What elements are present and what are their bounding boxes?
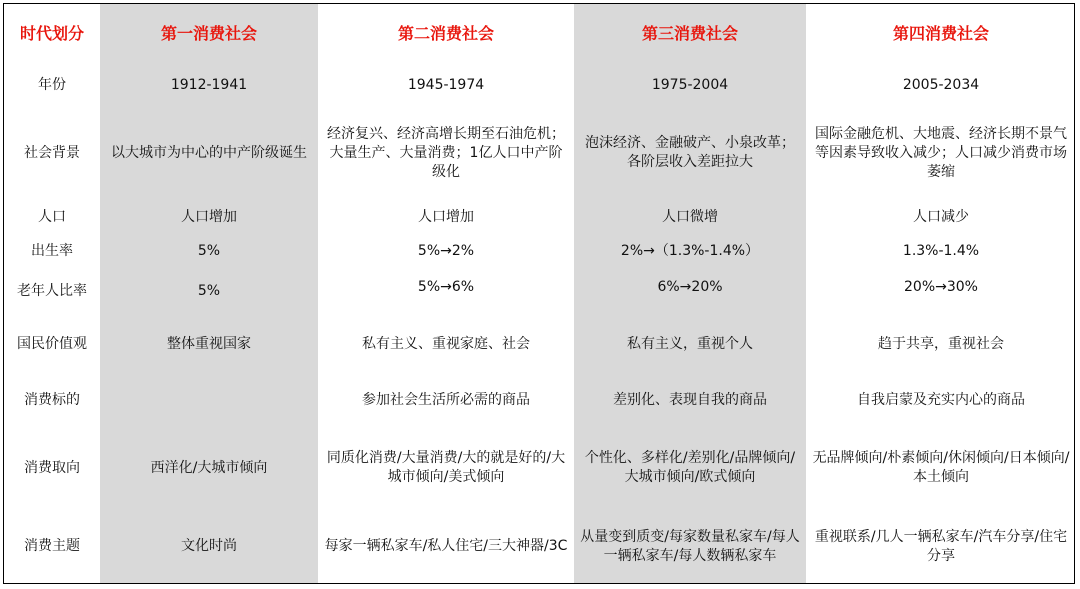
row-label: 人口	[38, 208, 66, 225]
cell: 5%→2%	[417, 242, 475, 259]
cell: 1.3%-1.4%	[902, 242, 980, 259]
header-col-4: 第四消费社会	[892, 23, 989, 43]
header-col-3: 第三消费社会	[641, 23, 738, 43]
row-label: 出生率	[31, 242, 73, 259]
cell: 无品牌倾向/朴素倾向/休闲倾向/日本倾向/本土倾向	[812, 450, 1070, 485]
cell: 个性化、多样化/差别化/品牌倾向/大城市倾向/欧式倾向	[584, 450, 796, 485]
cell: 整体重视国家	[167, 335, 251, 352]
row-national-values	[4, 316, 1076, 372]
cell: 同质化消费/大量消费/大的就是好的/大城市倾向/美式倾向	[326, 450, 566, 485]
cell: 私有主义，重视个人	[627, 335, 753, 352]
row-elderly-ratio	[4, 266, 1076, 316]
cell: 每家一辆私家车/私人住宅/三大神器/3C	[324, 538, 568, 554]
cell: 1945-1974	[407, 76, 485, 93]
cell: 经济复兴、经济高增长期至石油危机；大量生产、大量消费；1亿人口中产阶级化	[327, 125, 565, 180]
header-label: 时代划分	[19, 23, 84, 43]
cell: 20%→30%	[904, 279, 978, 295]
row-label: 年份	[38, 76, 66, 93]
cell: 差别化、表现自我的商品	[613, 391, 767, 408]
cell: 西洋化/大城市倾向	[150, 459, 268, 476]
cell: 文化时尚	[181, 538, 237, 554]
cell: 1975-2004	[651, 76, 729, 93]
cell: 泡沫经济、金融破产、小泉改革；各阶层收入差距拉大	[585, 135, 795, 170]
cell: 1912-1941	[170, 76, 248, 93]
row-population	[4, 198, 1076, 236]
row-year	[4, 62, 1076, 108]
cell: 趋于共享，重视社会	[878, 335, 1004, 352]
cell: 6%→20%	[657, 279, 723, 295]
cell: 参加社会生活所必需的商品	[362, 391, 530, 408]
cell: 2%→（1.3%-1.4%）	[620, 242, 760, 259]
row-label: 国民价值观	[17, 335, 87, 352]
cell: 人口增加	[181, 208, 237, 225]
row-social-background	[4, 108, 1076, 198]
cell: 自我启蒙及充实内心的商品	[857, 391, 1025, 408]
cell: 5%	[197, 282, 221, 299]
cell: 从量变到质变/每家数量私家车/每人一辆私家车/每人数辆私家车	[580, 528, 800, 564]
header-col-2: 第二消费社会	[397, 23, 494, 43]
row-label: 消费标的	[24, 391, 80, 408]
consumer-society-table	[4, 4, 1076, 585]
cell: 重视联系/几人一辆私家车/汽车分享/住宅分享	[814, 528, 1068, 564]
cell: 人口增加	[418, 208, 474, 225]
cell: 5%→6%	[417, 279, 475, 295]
header-col-1: 第一消费社会	[160, 23, 257, 43]
cell: 国际金融危机、大地震、经济长期不景气等因素导致收入减少；人口减少消费市场萎缩	[815, 125, 1067, 180]
cell	[100, 372, 318, 428]
row-label: 老年人比率	[17, 282, 87, 299]
row-label: 消费取向	[24, 459, 80, 476]
row-label: 消费主题	[24, 538, 80, 554]
cell: 人口减少	[913, 208, 969, 225]
row-consumption-target	[4, 372, 1076, 428]
row-consumption-orientation	[4, 428, 1076, 508]
cell: 以大城市为中心的中产阶级诞生	[111, 144, 307, 161]
comparison-table-frame	[3, 3, 1075, 584]
cell: 2005-2034	[902, 76, 980, 93]
row-consumption-theme	[4, 508, 1076, 585]
cell: 私有主义、重视家庭、社会	[362, 335, 530, 352]
row-label: 社会背景	[24, 144, 80, 161]
header-row	[4, 4, 1076, 62]
cell: 人口微增	[662, 208, 718, 225]
row-birth-rate	[4, 236, 1076, 266]
cell: 5%	[197, 242, 221, 259]
